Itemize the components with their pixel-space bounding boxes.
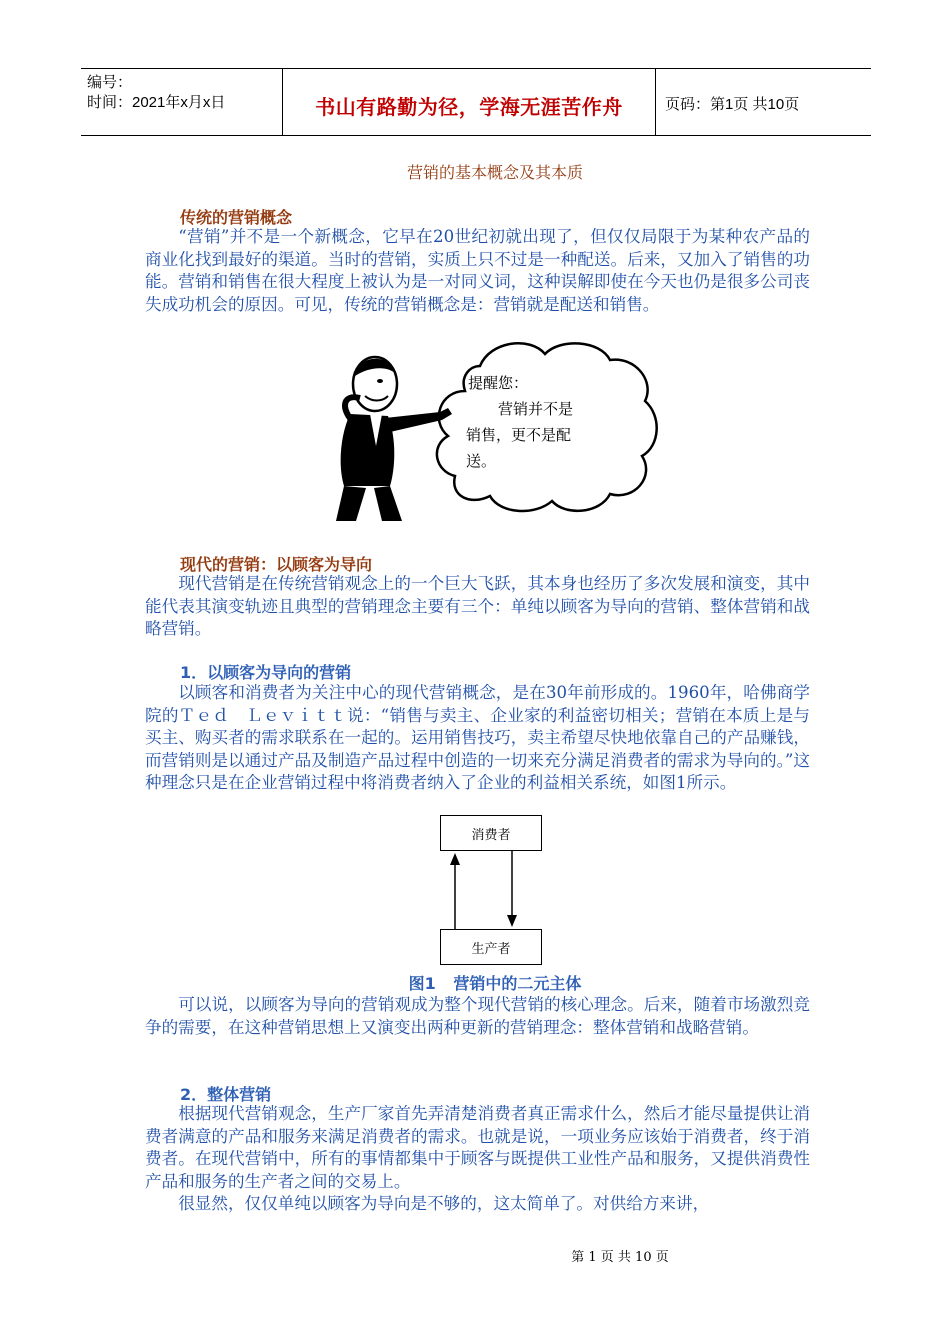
arrow-down-head — [507, 915, 517, 927]
paragraph: 以顾客和消费者为关注中心的现代营销概念，是在30年前形成的。1960年，哈佛商学院的Ｔｅｄ Ｌｅｖｉｔｔ说：“销售与卖主、企业家的利益密切相关；营销在本质上是与买主、购买者的需求联系在一起的。运用销售技巧，卖主希望尽快地依靠自己的产品赚钱，而营销则是以通过产品及制造产品过程中创造的一切来充分满足消费者的需求为导向的。”这种理念只是在企业营销过程中将消费者纳入了企业的利益相关系统，如图1所示。 — [145, 683, 810, 793]
figure-arrows — [440, 851, 542, 929]
section-heading: 传统的营销概念 — [180, 208, 293, 227]
page-footer: 第 1 页 共 10 页 — [571, 1250, 669, 1265]
header-meta — [87, 73, 225, 113]
section-heading: 1．以顾客为导向的营销 — [180, 663, 352, 682]
section-heading: 2．整体营销 — [180, 1085, 272, 1104]
page-header — [81, 68, 871, 136]
paragraph: 很显然，仅仅单纯以顾客为导向是不够的，这太简单了。对供给方来讲， — [178, 1194, 710, 1213]
bubble-line: 营销并不是 — [498, 400, 574, 418]
paragraph: 可以说，以顾客为导向的营销观成为整个现代营销的核心理念。后来，随着市场激烈竞争的需要，在这种营销思想上又演变出两种更新的营销理念：整体营销和战略营销。 — [145, 995, 810, 1037]
paragraph: 根据现代营销观念，生产厂家首先弄清楚消费者真正需求什么，然后才能尽量提供让消费者满意的产品和服务来满足消费者的需求。也就是说，一项业务应该始于消费者，终于消费者。在现代营销中，所有的事情都集中于顾客与既提供工业性产品和服务，又提供消费性产品和服务的生产者之间的交易上。 — [145, 1104, 810, 1191]
businessman-figure — [336, 357, 452, 521]
consumer-box: 消费者 — [440, 815, 542, 851]
header-divider — [655, 69, 656, 136]
bubble-line: 送。 — [466, 452, 497, 470]
bubble-line: 销售，更不是配 — [466, 426, 572, 444]
paragraph: 现代营销是在传统营销观念上的一个巨大飞跃，其本身也经历了多次发展和演变，其中能代表其演变轨迹且典型的营销理念主要有三个：单纯以顾客为导向的营销、整体营销和战略营销。 — [145, 574, 810, 639]
header-divider — [282, 69, 283, 136]
arrow-up-head — [450, 853, 460, 865]
header-page-info: 页码：第1页 共10页 — [665, 96, 800, 113]
figure-caption: 图1 营销中的二元主体 — [408, 974, 582, 993]
document-number: 编号： — [87, 74, 133, 91]
producer-box: 生产者 — [440, 929, 542, 965]
section-heading: 现代的营销：以顾客为导向 — [180, 555, 373, 574]
bubble-title: 提醒您： — [468, 374, 529, 392]
header-motto: 书山有路勤为径，学海无涯苦作舟 — [315, 95, 623, 119]
document-title: 营销的基本概念及其本质 — [406, 163, 583, 182]
document-date: 时间：2021年x月x日 — [87, 94, 226, 111]
paragraph: “营销”并不是一个新概念，它早在20世纪初就出现了，但仅仅局限于为某种农产品的商业化找到最好的渠道。当时的营销，实质上只不过是一种配送。后来，又加入了销售的功能。营销和销售在很大程度上被认为是一对同义词，这种误解即使在今天也仍是很多公司丧失成功机会的原因。可见，传统的营销概念是：营销就是配送和销售。 — [145, 227, 810, 314]
